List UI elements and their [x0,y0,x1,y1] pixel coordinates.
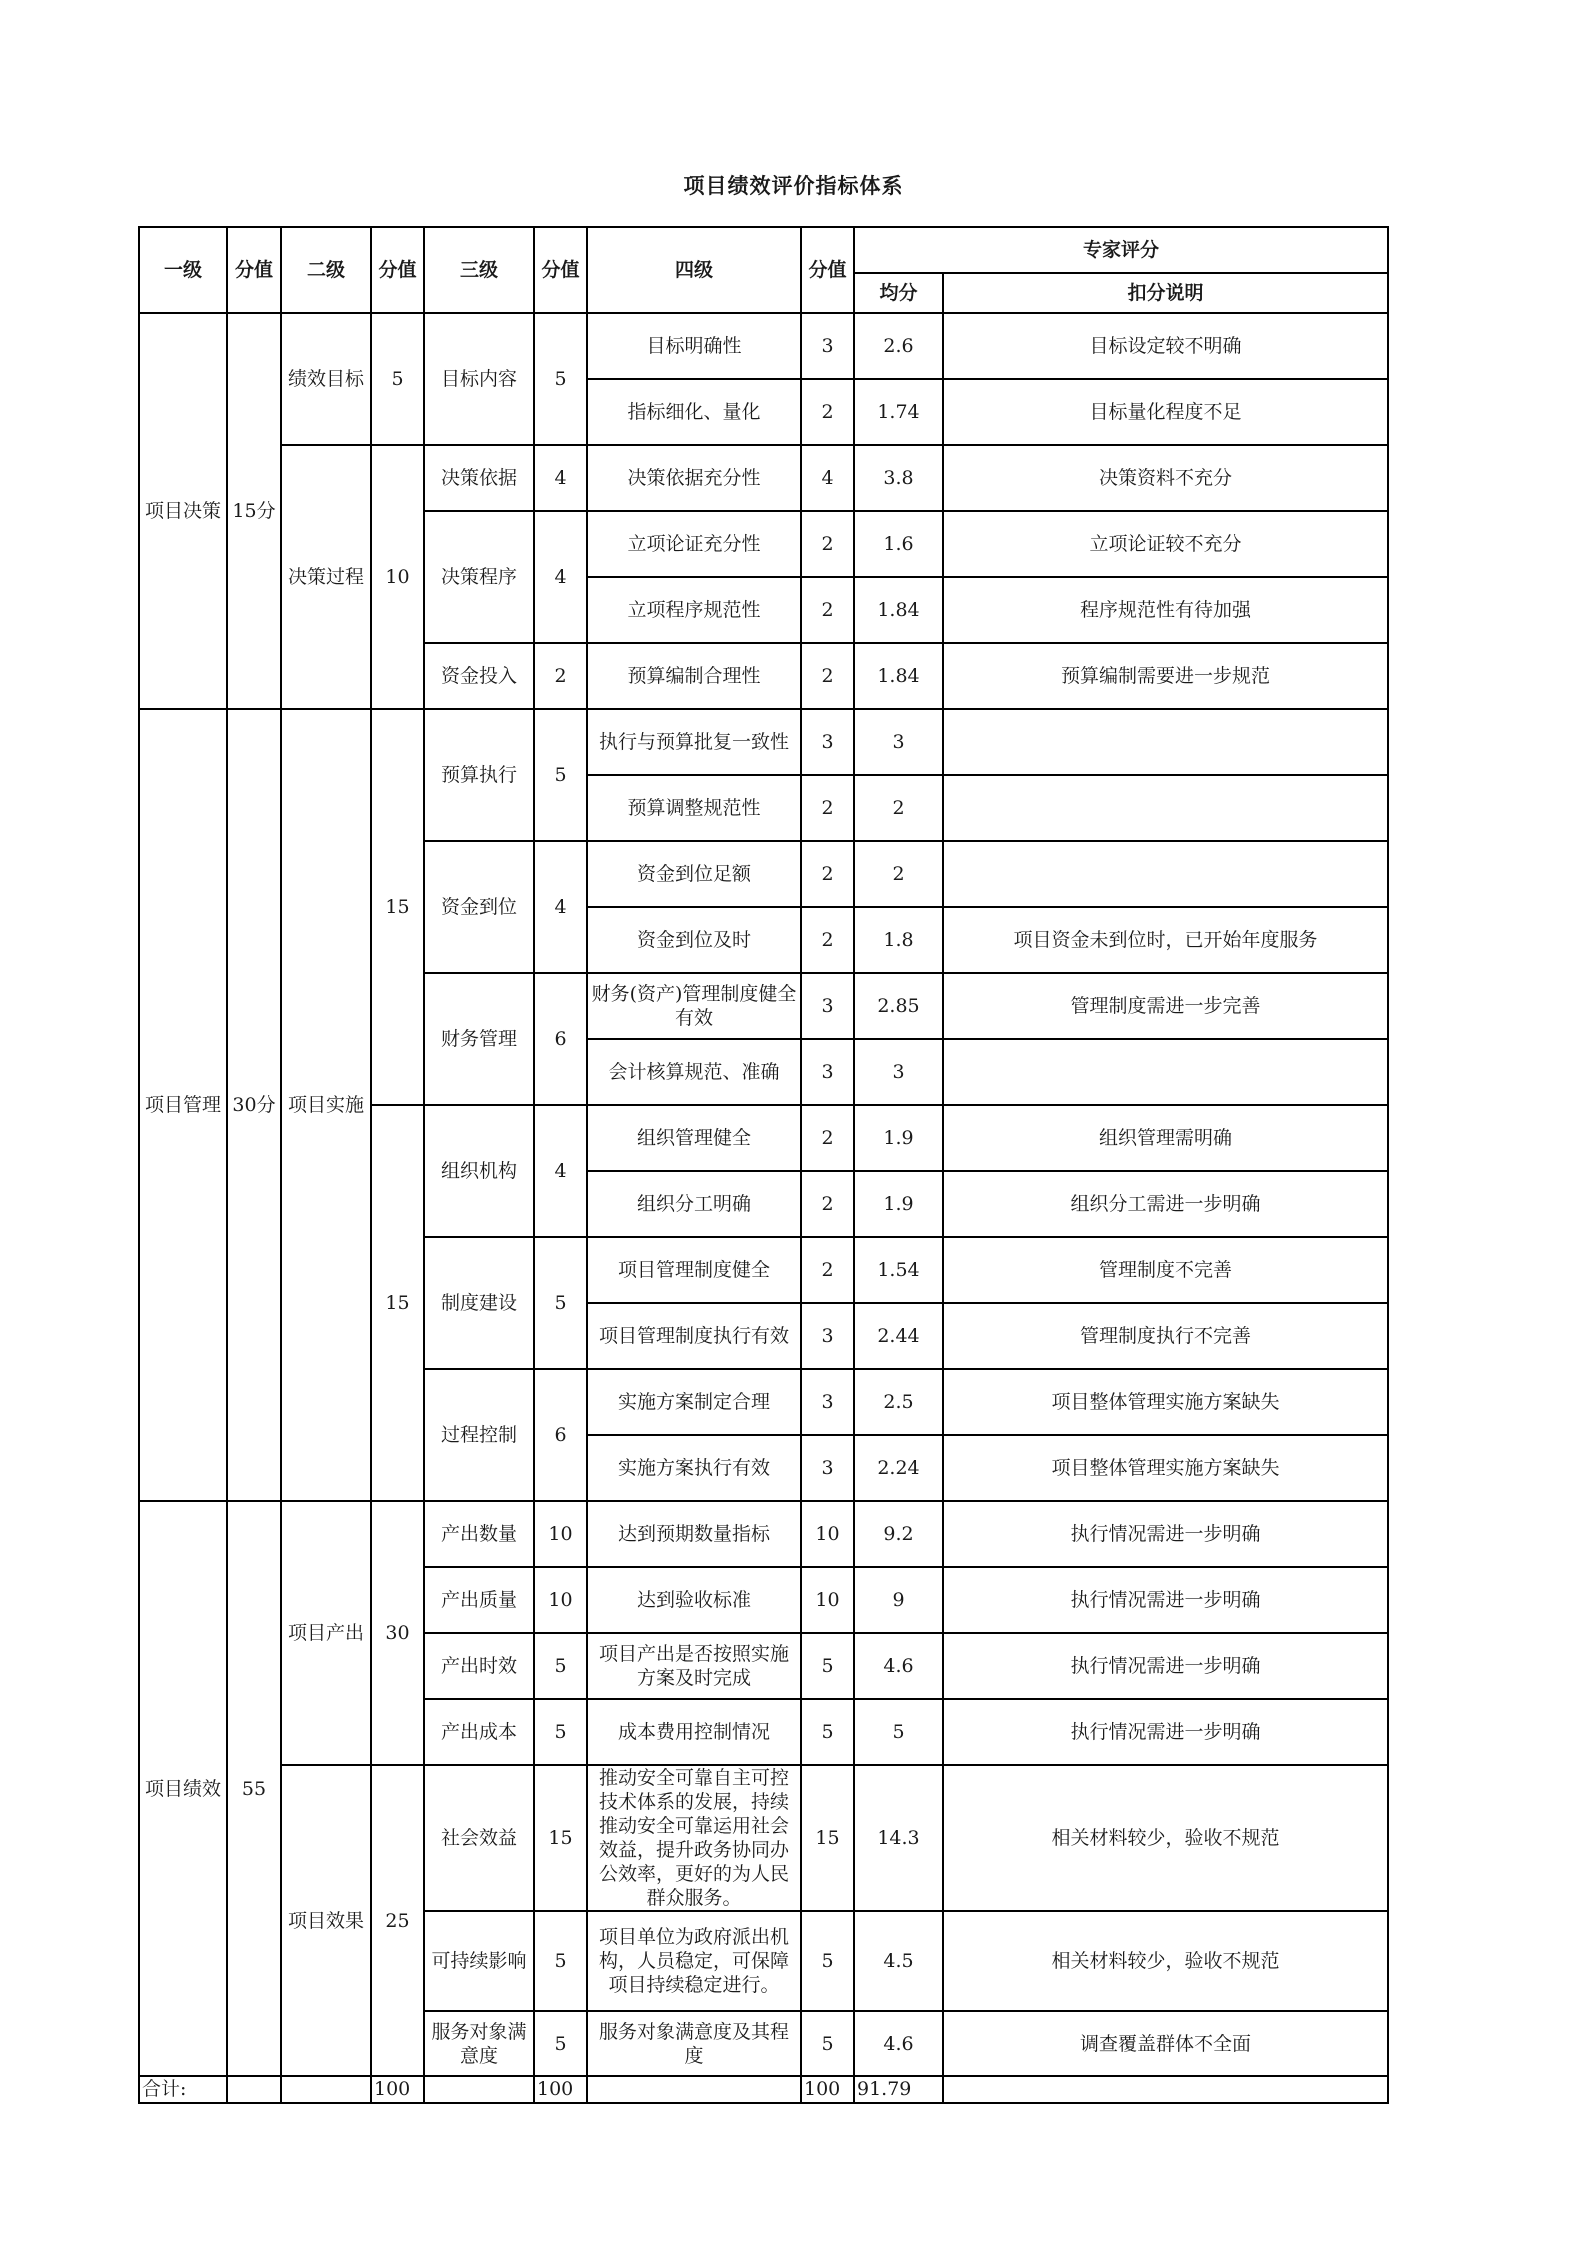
avg-cell: 1.9 [854,1171,943,1237]
avg-cell: 2 [854,841,943,907]
score3-cell: 6 [534,973,587,1105]
indicator-cell: 会计核算规范、准确 [587,1039,801,1105]
level3-cell: 财务管理 [424,973,534,1105]
header-expert: 专家评分 [854,227,1388,273]
level3-cell: 目标内容 [424,313,534,445]
level2-cell: 决策过程 [281,445,371,709]
indicator-cell: 预算编制合理性 [587,643,801,709]
avg-cell: 5 [854,1699,943,1765]
note-cell: 执行情况需进一步明确 [943,1501,1388,1567]
indicator-cell: 成本费用控制情况 [587,1699,801,1765]
avg-cell: 9 [854,1567,943,1633]
indicator-cell: 服务对象满意度及其程度 [587,2011,801,2076]
score4-cell: 4 [801,445,854,511]
score3-cell: 5 [534,1699,587,1765]
indicator-cell: 预算调整规范性 [587,775,801,841]
score4-cell: 3 [801,973,854,1039]
score3-cell: 15 [534,1765,587,1911]
score3-cell: 5 [534,1237,587,1369]
level1-cell: 项目管理 [139,709,227,1501]
score3-cell: 10 [534,1567,587,1633]
total-label: 合计: [139,2076,227,2103]
total-empty [281,2076,371,2103]
level3-cell: 制度建设 [424,1237,534,1369]
level3-cell: 社会效益 [424,1765,534,1911]
avg-cell: 14.3 [854,1765,943,1911]
total-empty [424,2076,534,2103]
note-cell: 相关材料较少，验收不规范 [943,1765,1388,1911]
score2-cell: 15 [371,709,424,1105]
total-avg: 91.79 [854,2076,943,2103]
score3-cell: 5 [534,313,587,445]
header-level1: 一级 [139,227,227,313]
header-score2: 分值 [371,227,424,313]
score3-cell: 5 [534,1911,587,2011]
level3-cell: 预算执行 [424,709,534,841]
score4-cell: 2 [801,1105,854,1171]
total-score3: 100 [534,2076,587,2103]
avg-cell: 4.6 [854,1633,943,1699]
indicator-cell: 立项程序规范性 [587,577,801,643]
score4-cell: 10 [801,1567,854,1633]
score3-cell: 4 [534,841,587,973]
score4-cell: 5 [801,1911,854,2011]
score2-cell: 30 [371,1501,424,1765]
level3-cell: 产出质量 [424,1567,534,1633]
score4-cell: 2 [801,775,854,841]
note-cell: 调查覆盖群体不全面 [943,2011,1388,2076]
avg-cell: 4.6 [854,2011,943,2076]
score3-cell: 4 [534,1105,587,1237]
avg-cell: 1.6 [854,511,943,577]
score4-cell: 2 [801,511,854,577]
indicator-cell: 资金到位足额 [587,841,801,907]
score4-cell: 2 [801,643,854,709]
avg-cell: 9.2 [854,1501,943,1567]
avg-cell: 1.74 [854,379,943,445]
note-cell: 执行情况需进一步明确 [943,1567,1388,1633]
note-cell [943,1039,1388,1105]
score3-cell: 5 [534,2011,587,2076]
avg-cell: 1.54 [854,1237,943,1303]
score4-cell: 3 [801,709,854,775]
level3-cell: 服务对象满意度 [424,2011,534,2076]
note-cell: 执行情况需进一步明确 [943,1633,1388,1699]
avg-cell: 3.8 [854,445,943,511]
score2-cell: 10 [371,445,424,709]
total-empty [943,2076,1388,2103]
note-cell: 决策资料不充分 [943,445,1388,511]
note-cell [943,841,1388,907]
level3-cell: 可持续影响 [424,1911,534,2011]
note-cell: 目标量化程度不足 [943,379,1388,445]
indicator-cell: 项目单位为政府派出机构，人员稳定，可保障项目持续稳定进行。 [587,1911,801,2011]
note-cell: 组织管理需明确 [943,1105,1388,1171]
level1-cell: 项目决策 [139,313,227,709]
score4-cell: 2 [801,1171,854,1237]
header-level4: 四级 [587,227,801,313]
score4-cell: 3 [801,1039,854,1105]
note-cell: 组织分工需进一步明确 [943,1171,1388,1237]
avg-cell: 4.5 [854,1911,943,2011]
indicator-cell: 实施方案制定合理 [587,1369,801,1435]
note-cell: 预算编制需要进一步规范 [943,643,1388,709]
level3-cell: 决策依据 [424,445,534,511]
avg-cell: 2.44 [854,1303,943,1369]
score1-cell: 30分 [227,709,281,1501]
score4-cell: 3 [801,1435,854,1501]
indicator-cell: 目标明确性 [587,313,801,379]
level3-cell: 组织机构 [424,1105,534,1237]
note-cell: 立项论证较不充分 [943,511,1388,577]
note-cell: 相关材料较少，验收不规范 [943,1911,1388,2011]
avg-cell: 3 [854,1039,943,1105]
score4-cell: 2 [801,577,854,643]
avg-cell: 1.84 [854,643,943,709]
note-cell: 管理制度执行不完善 [943,1303,1388,1369]
avg-cell: 2.6 [854,313,943,379]
score4-cell: 5 [801,1699,854,1765]
total-empty [587,2076,801,2103]
note-cell: 程序规范性有待加强 [943,577,1388,643]
note-cell [943,775,1388,841]
total-empty [227,2076,281,2103]
note-cell: 执行情况需进一步明确 [943,1699,1388,1765]
score3-cell: 10 [534,1501,587,1567]
indicator-cell: 指标细化、量化 [587,379,801,445]
avg-cell: 1.8 [854,907,943,973]
score4-cell: 5 [801,2011,854,2076]
level3-cell: 资金到位 [424,841,534,973]
total-score2: 100 [371,2076,424,2103]
header-score1: 分值 [227,227,281,313]
score2-cell: 15 [371,1105,424,1501]
indicator-cell: 项目管理制度执行有效 [587,1303,801,1369]
indicator-cell: 资金到位及时 [587,907,801,973]
indicator-cell: 立项论证充分性 [587,511,801,577]
avg-cell: 2.5 [854,1369,943,1435]
level2-cell: 项目产出 [281,1501,371,1765]
score4-cell: 2 [801,907,854,973]
avg-cell: 2.85 [854,973,943,1039]
score3-cell: 4 [534,445,587,511]
header-score4: 分值 [801,227,854,313]
level3-cell: 产出成本 [424,1699,534,1765]
level3-cell: 决策程序 [424,511,534,643]
score4-cell: 3 [801,1369,854,1435]
total-score4: 100 [801,2076,854,2103]
note-cell: 项目整体管理实施方案缺失 [943,1369,1388,1435]
header-level3: 三级 [424,227,534,313]
indicator-cell: 决策依据充分性 [587,445,801,511]
header-avg: 均分 [854,273,943,313]
indicator-cell: 项目产出是否按照实施方案及时完成 [587,1633,801,1699]
score4-cell: 10 [801,1501,854,1567]
level3-cell: 资金投入 [424,643,534,709]
level3-cell: 产出数量 [424,1501,534,1567]
evaluation-table [138,226,1389,2104]
note-cell: 项目资金未到位时，已开始年度服务 [943,907,1388,973]
score4-cell: 2 [801,841,854,907]
avg-cell: 2 [854,775,943,841]
header-level2: 二级 [281,227,371,313]
indicator-cell: 财务(资产)管理制度健全有效 [587,973,801,1039]
indicator-cell: 推动安全可靠自主可控技术体系的发展，持续推动安全可靠运用社会效益，提升政务协同办公效率，更好的为人民群众服务。 [587,1765,801,1911]
header-score3: 分值 [534,227,587,313]
indicator-cell: 达到验收标准 [587,1567,801,1633]
page-title: 项目绩效评价指标体系 [683,174,904,198]
indicator-cell: 组织管理健全 [587,1105,801,1171]
avg-cell: 1.9 [854,1105,943,1171]
score3-cell: 6 [534,1369,587,1501]
score4-cell: 15 [801,1765,854,1911]
indicator-cell: 执行与预算批复一致性 [587,709,801,775]
score3-cell: 2 [534,643,587,709]
level2-cell: 项目实施 [281,709,371,1501]
score4-cell: 5 [801,1633,854,1699]
score4-cell: 2 [801,379,854,445]
score1-cell: 15分 [227,313,281,709]
score2-cell: 25 [371,1765,424,2076]
header-deduction: 扣分说明 [943,273,1388,313]
note-cell [943,709,1388,775]
note-cell: 管理制度需进一步完善 [943,973,1388,1039]
indicator-cell: 达到预期数量指标 [587,1501,801,1567]
score4-cell: 2 [801,1237,854,1303]
score4-cell: 3 [801,313,854,379]
score1-cell: 55 [227,1501,281,2076]
score2-cell: 5 [371,313,424,445]
avg-cell: 1.84 [854,577,943,643]
score4-cell: 3 [801,1303,854,1369]
avg-cell: 3 [854,709,943,775]
score3-cell: 5 [534,1633,587,1699]
level2-cell: 绩效目标 [281,313,371,445]
indicator-cell: 项目管理制度健全 [587,1237,801,1303]
indicator-cell: 实施方案执行有效 [587,1435,801,1501]
note-cell: 管理制度不完善 [943,1237,1388,1303]
note-cell: 目标设定较不明确 [943,313,1388,379]
avg-cell: 2.24 [854,1435,943,1501]
score3-cell: 4 [534,511,587,643]
level1-cell: 项目绩效 [139,1501,227,2076]
note-cell: 项目整体管理实施方案缺失 [943,1435,1388,1501]
level2-cell: 项目效果 [281,1765,371,2076]
indicator-cell: 组织分工明确 [587,1171,801,1237]
level3-cell: 过程控制 [424,1369,534,1501]
level3-cell: 产出时效 [424,1633,534,1699]
score3-cell: 5 [534,709,587,841]
